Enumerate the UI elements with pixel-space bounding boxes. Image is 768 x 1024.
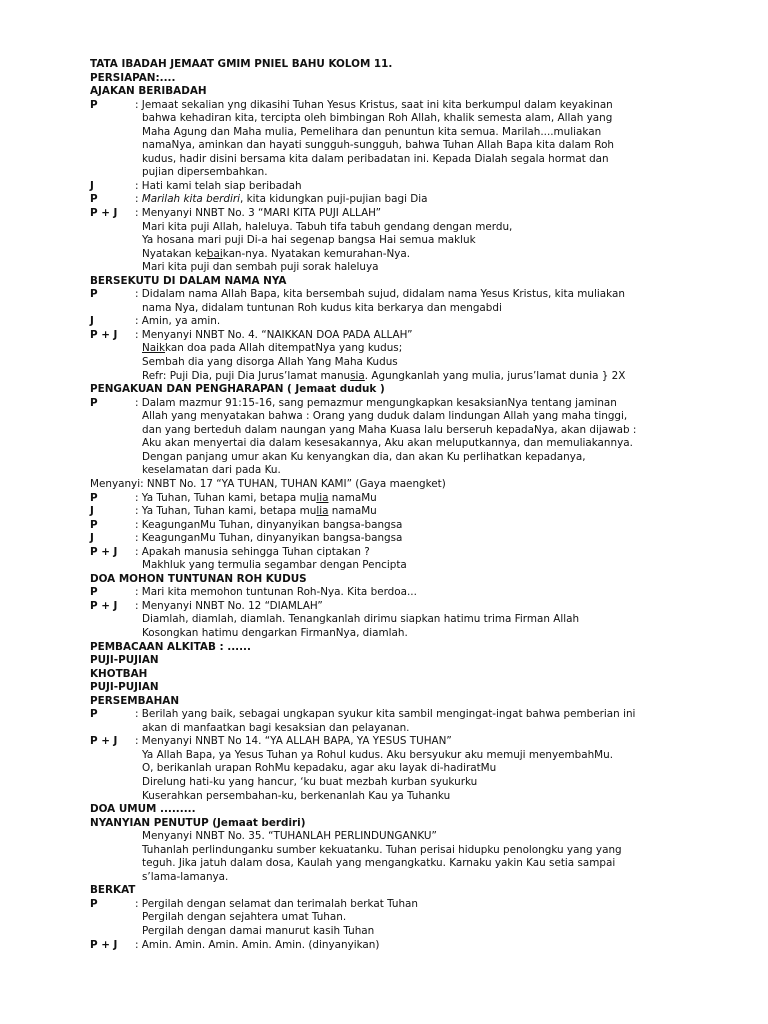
line-speaker bbox=[90, 708, 760, 722]
speaker-label: P + J bbox=[90, 545, 118, 558]
section-heading-pengakuan: PENGAKUAN DAN PENGHARAPAN ( Jemaat duduk ) bbox=[90, 383, 385, 396]
speaker-label: P + J bbox=[90, 328, 118, 341]
lyric-line: Mari kita puji dan sembah puji sorak haleluya bbox=[142, 261, 379, 274]
speaker-label: P + J bbox=[90, 207, 118, 220]
line-speaker: P : Marilah kita berdiri, kita kidungkan puji-pujian bagi Dia bbox=[90, 193, 428, 206]
lyric-line: O, berikanlah urapan RohMu kepadaku, agar aku layak di-hadiratMu bbox=[142, 762, 497, 775]
line-continued: Pergilah dengan damai manurut kasih Tuhan bbox=[142, 925, 375, 937]
line-speaker bbox=[90, 207, 760, 221]
line-speaker bbox=[90, 519, 760, 533]
lyric-line: Ya hosana mari puji Di-a hai segenap bangsa Hai semua makluk bbox=[142, 234, 476, 247]
line-text: bahwa kehadiran kita, tercipta oleh bimbingan Roh Allah, khalik semesta alam, Allah yang bbox=[142, 112, 613, 125]
line-continued: Makhluk yang termulia segambar dengan Pencipta bbox=[142, 559, 407, 572]
speaker-label: J bbox=[90, 315, 94, 328]
section-heading-doa-umum: DOA UMUM ......... bbox=[90, 803, 196, 816]
line-continued: Allah yang menyatakan bahwa : Orang yang duduk dalam lindungan Allah yang maha tinggi, bbox=[142, 410, 628, 423]
speaker-label: J bbox=[90, 505, 94, 518]
line-continued: akan di manfaatkan bagi kesaksian dan pelayanan. bbox=[142, 721, 410, 734]
line-continued: nama Nya, didalam tuntunan Roh kudus kita berkarya dan mengabdi bbox=[142, 301, 502, 314]
lyric-line: Tuhanlah perlindunganku sumber kekuatanku. Tuhan perisai hidupku penolongku yang yang bbox=[142, 843, 622, 856]
speaker-label: P bbox=[90, 518, 98, 531]
line-text: : Amin, ya amin. bbox=[135, 315, 221, 328]
italic-text: Marilah kita berdiri bbox=[141, 193, 240, 206]
line-continued: keselamatan dari pada Ku. bbox=[142, 464, 281, 477]
lyric-line: Nyatakan kebaikan-nya. Nyatakan kemurahan-Nya. bbox=[142, 247, 411, 260]
lyric-line: Kuserahkan persembahan-ku, berkenanlah Kau ya Tuhanku bbox=[142, 789, 451, 802]
section-heading-ajakan: AJAKAN BERIBADAH bbox=[90, 85, 207, 98]
section-heading-bersekutu: BERSEKUTU DI DALAM NAMA NYA bbox=[90, 274, 287, 287]
line-speaker bbox=[90, 600, 760, 614]
line-text: , kita kidungkan puji-pujian bagi Dia bbox=[240, 193, 428, 206]
line-speaker bbox=[90, 586, 760, 600]
line-text: : KeagunganMu Tuhan, dinyanyikan bangsa-bangsa bbox=[135, 518, 403, 531]
document-title: TATA IBADAH JEMAAT GMIM PNIEL BAHU KOLOM 11. bbox=[90, 58, 393, 70]
lyric-line: Kosongkan hatimu dengarkan FirmanNya, diamlah. bbox=[142, 626, 408, 639]
lyric-line: Mari kita puji Allah, haleluya. Tabuh tifa tabuh gendang dengan merdu, bbox=[142, 220, 513, 233]
speaker-label: P + J bbox=[90, 599, 118, 612]
line-text: : Hati kami telah siap beribadah bbox=[135, 179, 302, 192]
line-continued: dan yang berteduh dalam naungan yang Maha Kuasa lalu berseruh kepadaNya, akan dijawab : bbox=[142, 423, 637, 436]
lyric-line: Sembah dia yang disorga Allah Yang Maha Kudus bbox=[142, 356, 398, 369]
lyric-line: teguh. Jika jatuh dalam dosa, Kaulah yang mengangkatku. Karnaku yakin Kau setia sampai bbox=[142, 857, 616, 870]
song-title: : Menyanyi NNBT No. 3 “MARI KITA PUJI ALLAH” bbox=[135, 207, 382, 220]
speaker-label: J bbox=[90, 179, 94, 192]
song-line: Menyanyi: NNBT No. 17 “YA TUHAN, TUHAN KAMI” (Gaya maengket) bbox=[90, 477, 446, 490]
line-speaker bbox=[90, 99, 760, 113]
line-speaker bbox=[90, 288, 760, 302]
song-title: : Menyanyi NNBT No. 12 “DIAMLAH” bbox=[135, 599, 323, 612]
line-text: : KeagunganMu Tuhan, dinyanyikan bangsa-bangsa bbox=[135, 532, 403, 545]
lyric-line: s’lama-lamanya. bbox=[142, 870, 229, 883]
line-continued: Pergilah dengan sejahtera umat Tuhan. bbox=[142, 911, 347, 924]
speaker-label: P bbox=[90, 708, 98, 721]
speaker-label: P bbox=[90, 98, 98, 111]
line-text: namaNya, aminkan dan hayati sungguh-sungguh, bahwa Tuhan Allah Bapa kita dalam Roh bbox=[142, 139, 615, 152]
lyric-line: Direlung hati-ku yang hancur, ‘ku buat mezbah kurban syukurku bbox=[142, 775, 478, 788]
speaker-label: P bbox=[90, 586, 98, 599]
line-speaker bbox=[90, 546, 760, 560]
line-continued bbox=[90, 112, 760, 126]
line-continued: Dengan panjang umur akan Ku kenyangkan dia, dan akan Ku perlihatkan kepadanya, bbox=[142, 450, 586, 463]
line-text: : Pergilah dengan selamat dan terimalah berkat Tuhan bbox=[135, 897, 418, 910]
persiapan-heading: PERSIAPAN:.... bbox=[90, 71, 176, 84]
song-title: : Menyanyi NNBT No 14. “YA ALLAH BAPA, YA YESUS TUHAN” bbox=[135, 735, 452, 748]
lyric-line: Refr: Puji Dia, puji Dia Jurus’lamat manusia. Agungkanlah yang mulia, jurus’lamat dunia } 2X bbox=[142, 369, 626, 382]
section-heading-puji-pujian: PUJI-PUJIAN bbox=[90, 681, 159, 694]
speaker-label: P + J bbox=[90, 735, 118, 748]
lyric-line: Diamlah, diamlah, diamlah. Tenangkanlah dirimu siapkan hatimu trima Firman Allah bbox=[142, 613, 580, 626]
lyric-line: Ya Allah Bapa, ya Yesus Tuhan ya Rohul kudus. Aku bersyukur aku memuji menyembahMu. bbox=[142, 748, 614, 761]
line-speaker: J : Ya Tuhan, Tuhan kami, betapa mulia namaMu bbox=[90, 505, 377, 518]
section-heading-nyanyian-penutup: NYANYIAN PENUTUP (Jemaat berdiri) bbox=[90, 816, 306, 829]
speaker-label: P bbox=[90, 288, 98, 301]
song-title: Menyanyi NNBT No. 35. “TUHANLAH PERLINDUNGANKU” bbox=[142, 830, 437, 843]
line-text: : Mari kita memohon tuntunan Roh-Nya. Kita berdoa... bbox=[135, 586, 417, 599]
line-text: : Apakah manusia sehingga Tuhan ciptakan ? bbox=[135, 545, 370, 558]
speaker-label: P + J bbox=[90, 938, 118, 951]
line-speaker bbox=[90, 735, 760, 749]
section-heading-khotbah: KHOTBAH bbox=[90, 667, 148, 680]
line-speaker bbox=[90, 939, 760, 953]
song-title: : Menyanyi NNBT No. 4. “NAIKKAN DOA PADA ALLAH” bbox=[135, 328, 413, 341]
line-text: : Amin. Amin. Amin. Amin. Amin. (dinyanyikan) bbox=[135, 938, 380, 951]
line-text: kudus, hadir disini bersama kita dalam peribadatan ini. Kepada Dialah segala hormat dan bbox=[142, 152, 609, 165]
line-speaker: P : Ya Tuhan, Tuhan kami, betapa mulia namaMu bbox=[90, 491, 377, 504]
worship-order-document bbox=[90, 58, 760, 952]
line-continued bbox=[90, 126, 760, 140]
lyric-line: Naikkan doa pada Allah ditempatNya yang kudus; bbox=[142, 342, 403, 355]
line-text: : Dalam mazmur 91:15-16, sang pemazmur mengungkapkan kesaksianNya tentang jaminan bbox=[135, 396, 617, 409]
line-speaker bbox=[90, 315, 760, 329]
section-heading-puji-pujian: PUJI-PUJIAN bbox=[90, 654, 159, 667]
line-speaker bbox=[90, 532, 760, 546]
section-heading-pembacaan: PEMBACAAN ALKITAB : ...... bbox=[90, 640, 251, 653]
line-continued bbox=[90, 166, 760, 180]
speaker-label: J bbox=[90, 532, 94, 545]
line-text: : Didalam nama Allah Bapa, kita bersembah sujud, didalam nama Yesus Kristus, kita muliakan bbox=[135, 288, 625, 301]
line-text: : Jemaat sekalian yng dikasihi Tuhan Yesus Kristus, saat ini kita berkumpul dalam keyakinan bbox=[135, 98, 613, 111]
speaker-label: P bbox=[90, 396, 98, 409]
line-speaker bbox=[90, 898, 760, 912]
line-continued: Aku akan menyertai dia dalam kesesakannya, Aku akan meluputkannya, dan memuliakannya. bbox=[142, 437, 633, 450]
line-continued bbox=[90, 139, 760, 153]
section-heading-berkat: BERKAT bbox=[90, 884, 136, 897]
speaker-label: P bbox=[90, 193, 98, 206]
line-text: pujian dipersembahkan. bbox=[142, 166, 268, 179]
line-continued bbox=[90, 153, 760, 167]
line-speaker bbox=[90, 397, 760, 411]
section-heading-persembahan: PERSEMBAHAN bbox=[90, 694, 180, 707]
speaker-label: P bbox=[90, 491, 98, 504]
section-heading-doa-mohon: DOA MOHON TUNTUNAN ROH KUDUS bbox=[90, 572, 307, 585]
speaker-label: P bbox=[90, 897, 98, 910]
line-speaker bbox=[90, 180, 760, 194]
line-text: Maha Agung dan Maha mulia, Pemelihara dan penuntun kita semua. Marilah....muliakan bbox=[142, 125, 602, 138]
line-speaker bbox=[90, 329, 760, 343]
line-text: : Berilah yang baik, sebagai ungkapan syukur kita sambil mengingat-ingat bahwa pemberian ini bbox=[135, 708, 636, 721]
